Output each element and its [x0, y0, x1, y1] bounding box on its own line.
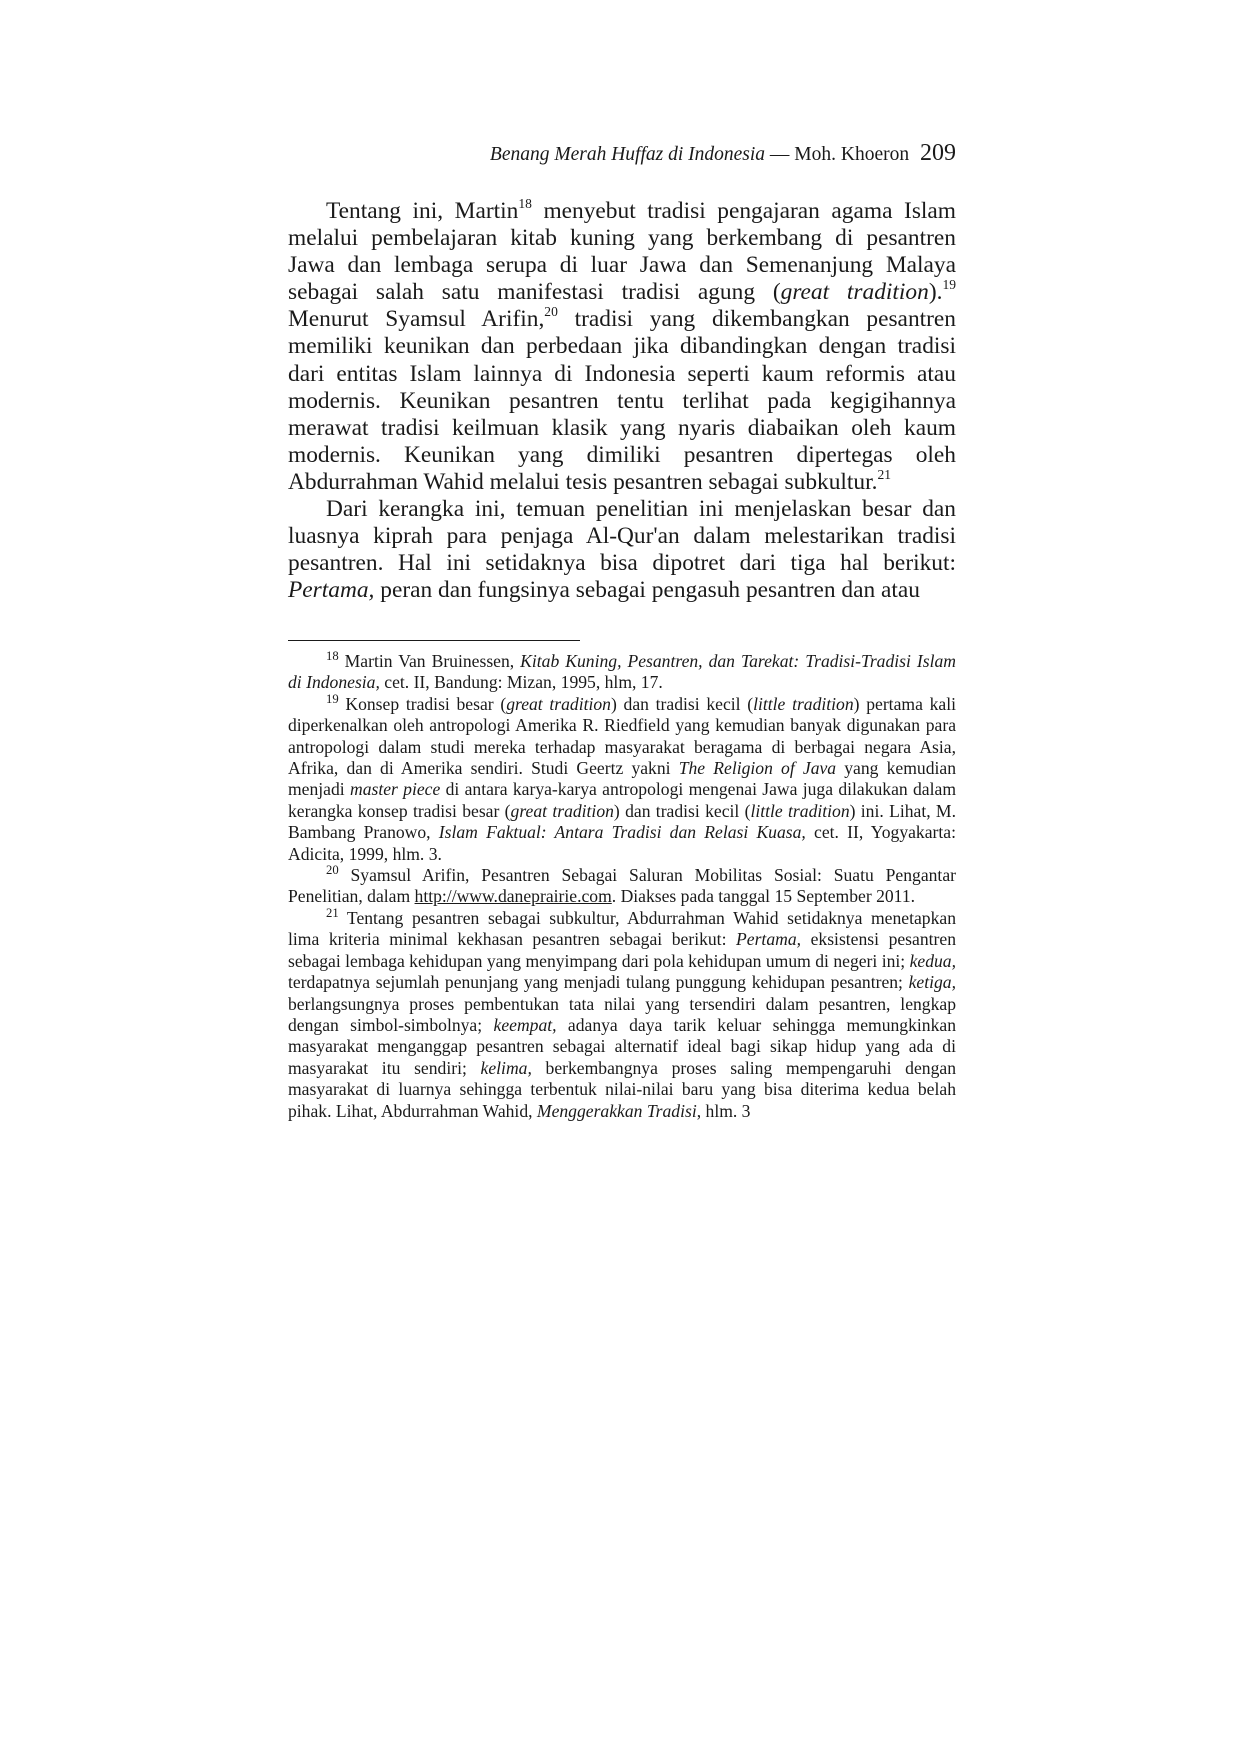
italic-title: Menggerakkan Tradisi: [536, 1100, 697, 1121]
footnote-18: [288, 651, 956, 694]
footnote-number: 19: [326, 691, 339, 706]
text-run: Tentang pesantren sebagai subkultur, Abdurrahman Wahid setidaknya menetapkan lima kriteria minimal kekhasan pesantren sebagai berikut:: [288, 907, 956, 950]
text-run: ) dan tradisi kecil (: [613, 800, 751, 821]
italic-term: master piece: [349, 779, 441, 800]
footnote-ref-21[interactable]: 21: [877, 466, 892, 482]
text-run: tradisi yang dikembangkan pesantren memiliki keunikan dan perbedaan jika dibandingkan dengan tradisi dari entitas Islam lainnya di Indonesia seperti kaum reformis atau modernis. Keunikan pesantren tentu terlihat pada kegigihannya merawat tradisi keilmuan klasik yang nyaris diabaikan oleh kaum modernis. Keunikan yang dimiliki pesantren dipertegas oleh Abdurrahman Wahid melalui tesis pesantren sebagai subkultur.: [288, 306, 957, 495]
text-run: cet. II, Yogyakarta: Adicita, 1999, hlm. 3.: [288, 822, 956, 864]
italic-term: little tradition: [750, 800, 850, 821]
italic-term: little tradition: [753, 693, 854, 714]
text-run: Menurut Syamsul Arifin,: [288, 306, 545, 333]
text-run: ) pertama kali diperkenalkan oleh antropologi Amerika R. Riedfield yang kemudian banyak digunakan para antropologi dalam studi mereka terhadap masyarakat beragama di berbagai negara Asia, Afrika, dan di Amerika sendiri. Studi Geertz yakni: [288, 693, 956, 779]
footnote-ref-19[interactable]: 19: [942, 277, 957, 293]
text-run: yang kemudian menjadi: [288, 758, 956, 800]
text-run: , hlm. 3: [696, 1100, 751, 1121]
footnote-21: [288, 905, 956, 1122]
text-run: ).: [928, 279, 943, 306]
text-run: berlangsungnya proses pembentukan tata nilai yang tersendiri dalam pesantren, lengkap dengan simbol-simbolnya;: [288, 993, 956, 1035]
footnote-number: 18: [326, 649, 339, 664]
running-title: Benang Merah Huffaz di Indonesia: [489, 144, 766, 165]
text-run: Martin Van Bruinessen,: [338, 651, 521, 671]
footnotes: [288, 651, 956, 1122]
page-number: 209: [920, 140, 956, 166]
text-run: berkembangnya proses saling mempengaruhi dengan masyarakat di luarnya sehingga terbentuk nilai-nilai baru yang bisa diterima kedua belah pihak. Lihat, Abdurrahman Wahid,: [288, 1057, 956, 1121]
text-run: Dari kerangka ini, temuan penelitian ini menjelaskan besar dan luasnya kiprah para penjaga Al-Qur'an dalam melestarikan tradisi pesantren. Hal ini setidaknya bisa dipotret dari tiga hal berikut:: [288, 496, 956, 577]
footnote-19: [288, 691, 957, 865]
italic-term: Pertama,: [736, 929, 802, 950]
source-link[interactable]: http://www.daneprairie.com: [414, 886, 612, 907]
footnote-number: 20: [326, 863, 339, 878]
text-run: peran dan fungsinya sebagai pengasuh pesantren dan atau: [374, 577, 920, 604]
text-run: ) dan tradisi kecil (: [610, 693, 754, 714]
italic-term: Pertama,: [288, 577, 375, 604]
text-run: terdapatnya sejumlah penunjang yang menjadi tulang punggung kehidupan pesantren;: [288, 972, 909, 993]
italic-term: great tradition: [510, 800, 614, 821]
italic-title: Kitab Kuning, Pesantren, dan Tarekat: Tradisi-Tradisi Islam di Indonesia,: [288, 651, 956, 693]
text-run: Tentang ini, Martin: [326, 198, 519, 224]
italic-term: keempat,: [493, 1014, 557, 1035]
paragraph-2: [288, 496, 956, 604]
italic-title: Islam Faktual: Antara Tradisi dan Relasi Kuasa,: [438, 822, 806, 843]
italic-term: kelima,: [480, 1057, 532, 1078]
main-body: [288, 195, 957, 604]
text-run: Syamsul Arifin, Pesantren Sebagai Saluran Mobilitas Sosial: Suatu Pengantar Penelitian, dalam: [288, 865, 956, 907]
footnote-ref-18[interactable]: 18: [518, 195, 532, 211]
text-run: . Diakses pada tanggal 15 September 2011.: [611, 886, 916, 907]
footnote-ref-20[interactable]: 20: [544, 304, 558, 320]
header-dash: —: [769, 144, 790, 165]
italic-term: ketiga,: [908, 972, 956, 993]
footnote-separator: [288, 640, 580, 641]
italic-title: The Religion of Java: [678, 758, 837, 779]
text-run: Konsep tradisi besar (: [338, 693, 507, 714]
text-run: menyebut tradisi pengajaran agama Islam melalui pembelajaran kitab kuning yang berkembang di pesantren Jawa dan lembaga serupa di luar Jawa dan Semenanjung Malaya sebagai salah satu manifestasi tradisi agung (: [288, 198, 956, 306]
text-run: eksistensi pesantren sebagai lembaga kehidupan yang menyimpang dari pola kehidupan umum di negeri ini;: [288, 929, 956, 971]
footnote-20: [288, 865, 956, 908]
text-run: cet. II, Bandung: Mizan, 1995, hlm, 17.: [379, 672, 663, 693]
running-header: [288, 140, 956, 167]
italic-term: kedua,: [909, 950, 956, 971]
text-run: ) ini. Lihat, M. Bambang Pranowo,: [288, 800, 956, 843]
text-run: di antara karya-karya antropologi mengenai Jawa juga dilakukan dalam kerangka konsep tradisi besar (: [288, 779, 957, 821]
italic-term: great tradition: [780, 279, 929, 306]
italic-term: great tradition: [506, 693, 611, 714]
footnote-number: 21: [326, 905, 339, 920]
header-author: Moh. Khoeron: [794, 144, 910, 165]
text-run: adanya daya tarik keluar sehingga memungkinkan masyarakat menganggap pesantren sebagai alternatif ideal bagi sikap hidup yang ada di masyarakat itu sendiri;: [288, 1014, 956, 1078]
paragraph-1: [288, 195, 957, 496]
